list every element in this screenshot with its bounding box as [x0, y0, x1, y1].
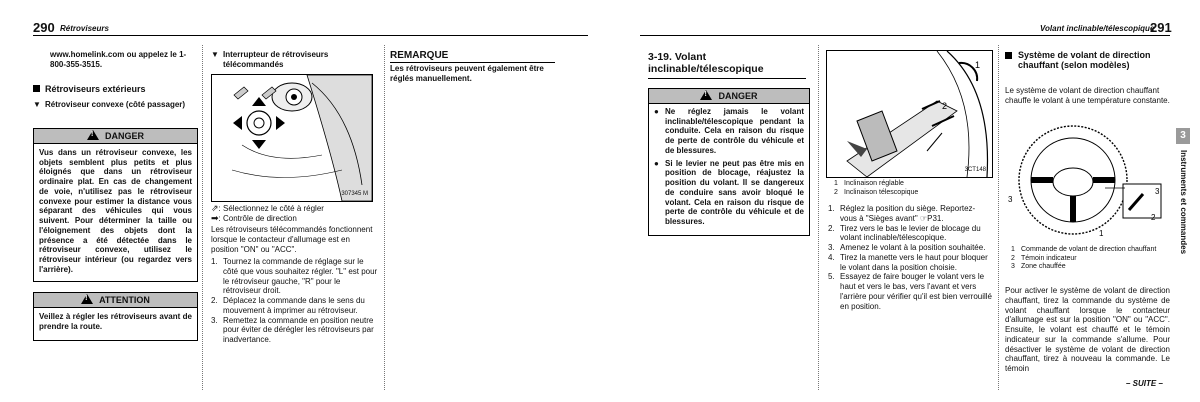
square-bullet-icon: [33, 85, 40, 92]
warning-icon: [81, 294, 93, 304]
list-item: 1. Tournez la commande de réglage sur le côté que vous souhaitez régler. "L" est pour le rétroviseur gauche, "R" pour le rétroviseur droit.: [211, 257, 378, 296]
danger-text: [649, 104, 809, 231]
homelink-text: www.homelink.com ou appelez le 1-800-355-3515.: [50, 50, 187, 69]
direction-arrow-icon: ➡: [211, 213, 219, 223]
svg-text:2: 2: [1151, 213, 1156, 222]
svg-text:1: 1: [975, 60, 981, 70]
list-item: 5. Essayez de faire bouger le volant vers le haut et vers le bas, vers l'avant et vers l'arrière pour vérifier qu'il est bien verrouillé en position.: [828, 272, 993, 311]
remarque-text: Les rétroviseurs peuvent également être réglés manuellement.: [390, 64, 544, 83]
mirror-switch-figure: [211, 74, 373, 202]
intro-text: Les rétroviseurs télécommandés fonctionnent lorsque le contacteur d'allumage est en position "ON" ou "ACC".: [211, 225, 373, 254]
column-divider: [202, 45, 203, 390]
attention-box: [33, 292, 198, 341]
svg-text:3: 3: [1155, 187, 1160, 196]
legend-item: 3 Zone chauffée: [1011, 263, 1066, 271]
steering-danger-box: [648, 88, 810, 236]
danger-header: !DANGER: [649, 89, 809, 104]
figure1-legend: [828, 180, 993, 197]
column-divider: [818, 45, 819, 390]
chapter-side-label: Instruments et commandes: [1179, 150, 1188, 255]
subheading: ▼ Rétroviseur convexe (côté passager): [33, 100, 186, 109]
mirror-steps: [211, 257, 379, 345]
list-item: 1. Réglez la position du siège. Reportez-vous à "Sièges avant" ☞P31.: [828, 204, 976, 223]
select-side-icon: ⇗: [211, 203, 219, 213]
list-item: 4. Tirez la manette vers le haut pour bloquer le volant dans la position choisie.: [828, 252, 988, 272]
mirror-switch-illustration: [212, 75, 372, 201]
heated-heading: Système de volant de direction chauffant (selon modèles): [1005, 50, 1167, 70]
square-bullet-icon: [1005, 52, 1012, 59]
legend-item: 1 Inclinaison réglable: [834, 180, 904, 187]
steering-figure: [826, 50, 993, 178]
list-item: ● Ne réglez jamais le volant inclinable/télescopique pendant la conduite. Cela en raison du risque de perte de contrôle du véhicule et de blessures.: [654, 106, 804, 155]
activate-text: Pour activer le système de volant de direction chauffant, tirez la commande du système de volant chauffant lorsque le contacteur d'allumage est sur la position "ON" ou "ACC". Ensuite, le volant est chauffé et le témoin indicateur sur la commande s'allume. Pour désactiver le système de volant de direction chauffant, tirez à nouveau la commande. Le témoin: [1005, 286, 1170, 373]
svg-text:2: 2: [942, 101, 948, 111]
remarque-heading: REMARQUE: [390, 50, 449, 61]
list-item: 3. Amenez le volant à la position souhaitée.: [828, 243, 986, 252]
danger-box: [33, 128, 198, 282]
legend-item: 1 Commande de volant de direction chauffant: [1011, 246, 1157, 253]
warning-icon: [87, 130, 99, 140]
column-divider: [998, 45, 999, 390]
steering-steps: [828, 204, 992, 311]
danger-header: !DANGER: [34, 129, 197, 144]
right-page-title: Volant inclinable/télescopique: [1040, 24, 1155, 33]
legend-item: 2 Inclinaison télescopique: [834, 188, 919, 196]
switch-heading: ▼ Interrupteur de rétroviseurs télécommandés: [211, 50, 329, 69]
triangle-down-icon: ▼: [211, 50, 219, 59]
chapter-tab: 3: [1176, 128, 1190, 144]
left-page-number: 290: [33, 20, 55, 35]
steering-column-illustration: [827, 51, 992, 177]
left-header-rule: [33, 35, 588, 36]
right-header-rule: [640, 35, 1170, 36]
warning-icon: [700, 90, 712, 100]
steering-section-heading: 3-19. Volant inclinable/télescopique: [648, 51, 764, 76]
figure2-legend: [1005, 246, 1170, 272]
heated-steering-wheel-illustration: [1005, 122, 1170, 238]
list-item: ● Si le levier ne peut pas être mis en position de blocage, réajustez la position du volant. Il se dangereux de conduire sans avoir bloqué le volant. Cela en raison du risque de perte de contrôle du véhicule et de blessures.: [654, 158, 804, 227]
figure-code: 307345 M: [341, 190, 368, 197]
legend-item: 2 Témoin indicateur: [1011, 254, 1077, 262]
remarque-rule: [390, 62, 555, 63]
list-item: 2. Déplacez la commande dans le sens du mouvement à imprimer au rétroviseur.: [211, 296, 365, 315]
legend-control: ➡: Contrôle de direction: [211, 213, 297, 223]
left-page-title: Rétroviseurs: [60, 24, 109, 33]
heated-wheel-figure: [1005, 122, 1170, 238]
column-divider: [384, 45, 385, 390]
figure-code: 3CT148: [964, 166, 986, 173]
list-item: 2. Tirez vers le bas le levier de blocage du volant inclinable/télescopique.: [828, 223, 981, 243]
danger-text: Vus dans un rétroviseur convexe, les objets semblent plus petits et plus éloignés que dans un rétroviseur ordinaire plat. En cas de changement de voie, n'utilisez pas le rétroviseur convexe pour estimer la distance vous séparant des véhicules qui vous suivent. Pour déterminer la taille ou l'éloignement des objets dont la présence a été détectée dans le rétroviseur convexe, utilisez le rétroviseur intérieur (ou regardez vers l'arrière).: [39, 147, 192, 274]
triangle-down-icon: ▼: [33, 100, 41, 109]
section-heading: Rétroviseurs extérieurs: [33, 84, 198, 95]
right-page-number: 291: [1150, 20, 1172, 35]
heated-text: Le système de volant de direction chauffant chauffe le volant à une température constante.: [1005, 86, 1170, 105]
legend-select: ⇗: Sélectionnez le côté à régler: [211, 203, 324, 213]
attention-header: !ATTENTION: [34, 293, 197, 308]
section-rule: [648, 78, 806, 79]
suite-label: – SUITE –: [1126, 379, 1163, 388]
svg-text:3: 3: [1008, 195, 1013, 204]
attention-text: Veillez à régler les rétroviseurs avant de prendre la route.: [39, 311, 192, 331]
list-item: 3. Remettez la commande en position neutre pour éviter de dérégler les rétroviseurs par inadvertance.: [211, 315, 374, 344]
svg-text:1: 1: [1099, 229, 1104, 238]
